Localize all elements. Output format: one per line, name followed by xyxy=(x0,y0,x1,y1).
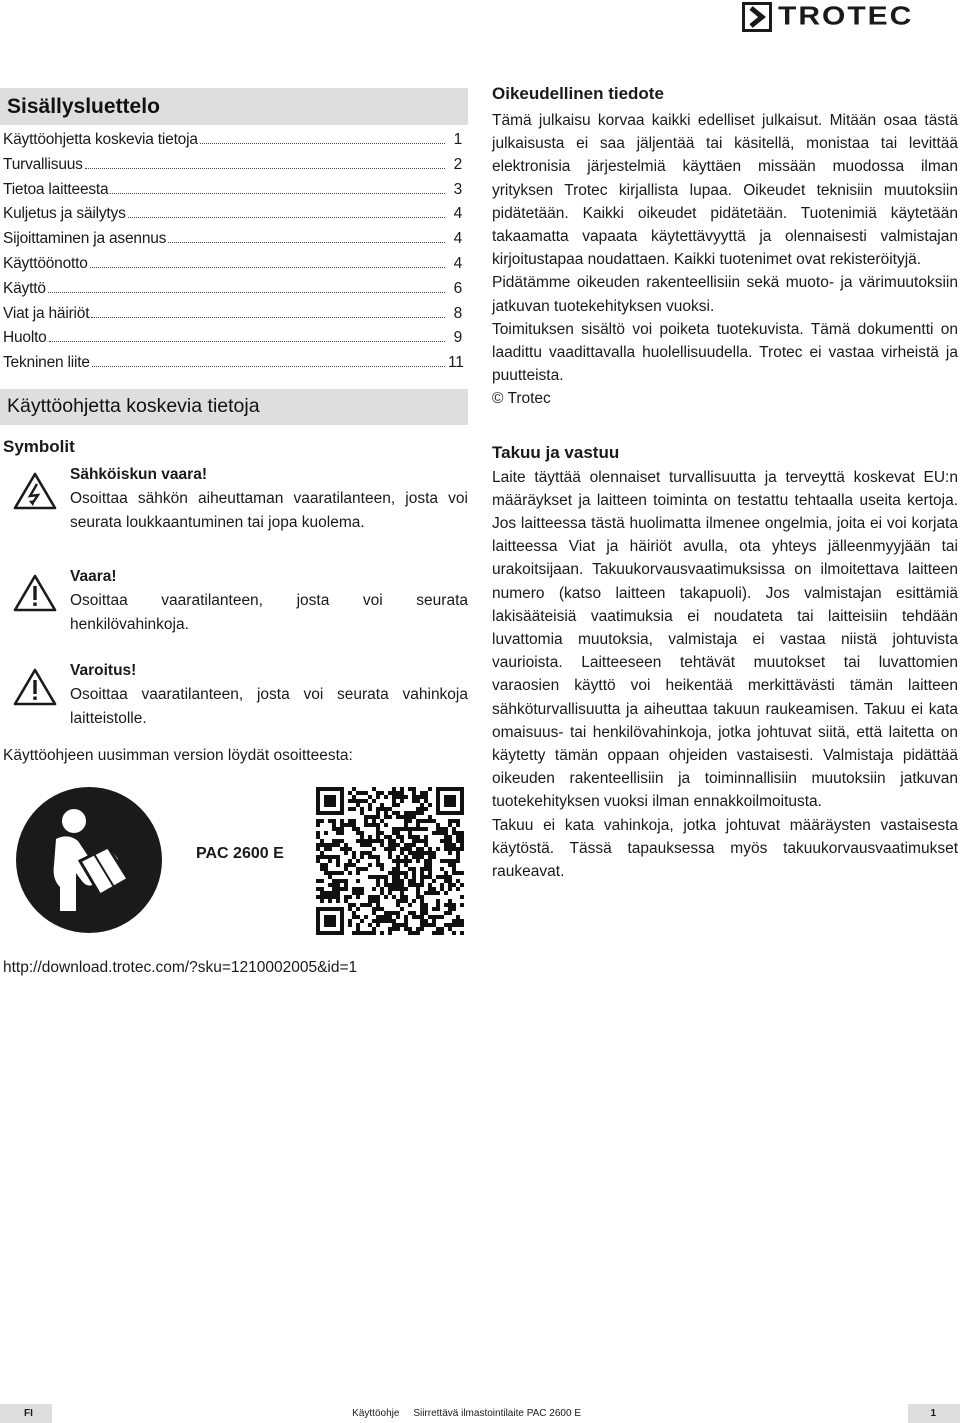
left-column xyxy=(0,88,468,977)
warranty-paragraph: Takuu ei kata vahinkoja, jotka johtuvat määräysten vastaisesta käytöstä. Tässä tapauksessa myös takuukorvausvaatimukset raukeavat. xyxy=(492,816,958,881)
toc-leader-dots xyxy=(90,267,445,268)
footer-document: Käyttöohje Siirrettävä ilmastointilaite PAC 2600 E xyxy=(352,1408,581,1419)
electric-shock-warning-icon xyxy=(13,471,57,511)
toc-item[interactable] xyxy=(0,329,468,354)
page-footer xyxy=(0,1404,960,1423)
toc-leader-dots xyxy=(85,168,445,169)
toc-item[interactable] xyxy=(0,156,468,181)
toc-title: Sisällysluettelo xyxy=(0,88,468,125)
symbol-electric-shock xyxy=(0,463,468,535)
symbol-title: Vaara! xyxy=(70,567,117,585)
right-column xyxy=(492,84,958,883)
toc-leader-dots xyxy=(168,242,445,243)
symbol-title: Sähköiskun vaara! xyxy=(70,465,207,483)
toc-item-label: Käyttöohjetta koskevia tietoja xyxy=(3,131,198,148)
symbol-caution xyxy=(0,659,468,731)
toc-item-label: Tekninen liite xyxy=(3,354,90,372)
toc-item-page: 2 xyxy=(453,155,462,173)
toc-item-label: Käyttöönotto xyxy=(3,254,88,272)
toc-item-label: Huolto xyxy=(3,329,47,347)
legal-paragraph: Toimituksen sisältö voi poiketa tuotekuvista. Tämä dokumentti on laadittu vaadittavalla huolellisuudella. Trotec ei vastaa virheistä ja puutteista. xyxy=(492,320,958,385)
latest-version-text: Käyttöohjeen uusimman version löydät osoitteesta: xyxy=(3,746,353,764)
toc-leader-dots xyxy=(91,317,445,318)
footer-page-number: 1 xyxy=(908,1404,960,1423)
toc-item-page: 8 xyxy=(453,304,462,322)
symbol-description: Osoittaa sähkön aiheuttaman vaaratilanteen, josta voi seurata loukkaantuminen tai jopa kuolema. xyxy=(70,489,468,531)
toc-item[interactable] xyxy=(0,230,468,255)
symbols-heading: Symbolit xyxy=(3,436,75,456)
toc-item-label: Kuljetus ja säilytys xyxy=(3,205,126,223)
toc-item-label: Tietoa laitteesta xyxy=(3,180,109,198)
footer-language: FI xyxy=(0,1404,52,1423)
toc-item[interactable] xyxy=(0,181,468,206)
table-of-contents xyxy=(0,131,468,379)
toc-item-page: 4 xyxy=(453,254,462,272)
toc-leader-dots xyxy=(110,193,445,194)
toc-item-label: Käyttö xyxy=(3,279,46,297)
toc-item[interactable] xyxy=(0,131,468,156)
symbol-danger xyxy=(0,565,468,637)
toc-item[interactable] xyxy=(0,255,468,280)
toc-leader-dots xyxy=(48,292,445,293)
toc-leader-dots xyxy=(200,143,445,144)
toc-leader-dots xyxy=(128,217,445,218)
product-label: PAC 2600 E xyxy=(196,844,284,862)
chevron-right-icon xyxy=(742,2,772,32)
toc-item[interactable] xyxy=(0,280,468,305)
symbol-title: Varoitus! xyxy=(70,661,137,679)
toc-item-label: Sijoittaminen ja asennus xyxy=(3,230,167,248)
trotec-logo xyxy=(742,0,956,34)
symbol-description: Osoittaa vaaratilanteen, josta voi seurata henkilövahinkoja. xyxy=(70,591,468,633)
toc-item-page: 9 xyxy=(453,329,462,347)
toc-item-page: 1 xyxy=(453,131,462,148)
toc-leader-dots xyxy=(92,366,445,367)
warranty-paragraph: Laite täyttää olennaiset turvallisuutta ja terveyttä koskevat EU:n määräykset ja laitteen toiminta on testattu tehtaalla useita kertoja. Jos laitteessa tästä huolimatta ilmenee ongelmia, joita ei voi korjata laitteessa Viat ja häiriöt avulla, ota yhteys jälleenmyyjään tai urakoitsijaan. Takuukorvausvaatimuksissa on ilmoitettava laitteen numero (katso laitteen takapuoli). Jos valmistajan esittämiä lakisääteisiä vaatimuksia ei noudateta tai laitteisiin tehdään luvattomia muutoksia, valmistaja ei vastaa niistä johtuvista vaurioista. Laitteeseen tehtävät muutokset tai luvattomien varaosien käyttö voi heikentää merkittävästi tämän laitteen sähköturvallisuutta ja aiheuttaa takuun raukeamisen. Takuu ei kata omaisuus- tai henkilövahinkoja, jotka johtuvat siitä, että laitetta on käytetty tämän oppaan ohjeiden vastaisesti. Valmistaja pidättää oikeuden rakenteellisiin ja toiminnallisiin muutoksiin jatkuvan tuotekehityksen vuoksi ilman ennakkoilmoitusta. xyxy=(492,468,958,811)
legal-paragraph: Pidätämme oikeuden rakenteellisiin sekä muoto- ja värimuutoksiin jatkuvan tuotekehityksen vuoksi. xyxy=(492,274,958,315)
read-manual-icon xyxy=(16,787,162,933)
toc-item[interactable] xyxy=(0,305,468,330)
toc-item-page: 11 xyxy=(448,354,464,372)
legal-title: Oikeudellinen tiedote xyxy=(492,84,664,103)
toc-item-page: 4 xyxy=(453,230,462,248)
toc-item-label: Turvallisuus xyxy=(3,155,83,173)
legal-paragraph: Tämä julkaisu korvaa kaikki edelliset julkaisut. Mitään osaa tästä julkaisusta ei saa jäljentää tai käsitellä, monistaa tai levittää elektronisia järjestelmiä käyttäen missään muodossa ilman yrityksen Trotec kirjallista lupaa. Oikeudet teknisiin muutoksiin pidätetään. Kaikki oikeudet pidätetään. Tuotenimiä käytetään takaamatta vapaata käytettävyyttä ja olennaisesti valmistajan kirjoitustapaa noudattaen. Kaikki tuotenimet ovat rekisteröityjä. xyxy=(492,112,958,269)
qr-code[interactable] xyxy=(316,787,464,935)
toc-item-page: 4 xyxy=(453,205,462,223)
toc-leader-dots xyxy=(49,341,445,342)
download-url[interactable]: http://download.trotec.com/?sku=1210002005&id=1 xyxy=(3,958,358,976)
toc-item-page: 6 xyxy=(453,279,462,297)
caution-icon xyxy=(13,667,57,707)
section-title: Käyttöohjetta koskevia tietoja xyxy=(0,389,468,425)
toc-item[interactable] xyxy=(0,205,468,230)
warranty-title: Takuu ja vastuu xyxy=(492,442,620,462)
toc-item-label: Viat ja häiriöt xyxy=(3,304,90,322)
toc-item-page: 3 xyxy=(453,180,462,198)
logo-text: TROTEC xyxy=(778,2,914,31)
download-area xyxy=(0,787,468,937)
symbol-description: Osoittaa vaaratilanteen, josta voi seurata vahinkoja laitteistolle. xyxy=(70,685,468,727)
toc-item[interactable] xyxy=(0,354,468,379)
warning-icon xyxy=(13,573,57,613)
copyright: © Trotec xyxy=(492,390,551,408)
